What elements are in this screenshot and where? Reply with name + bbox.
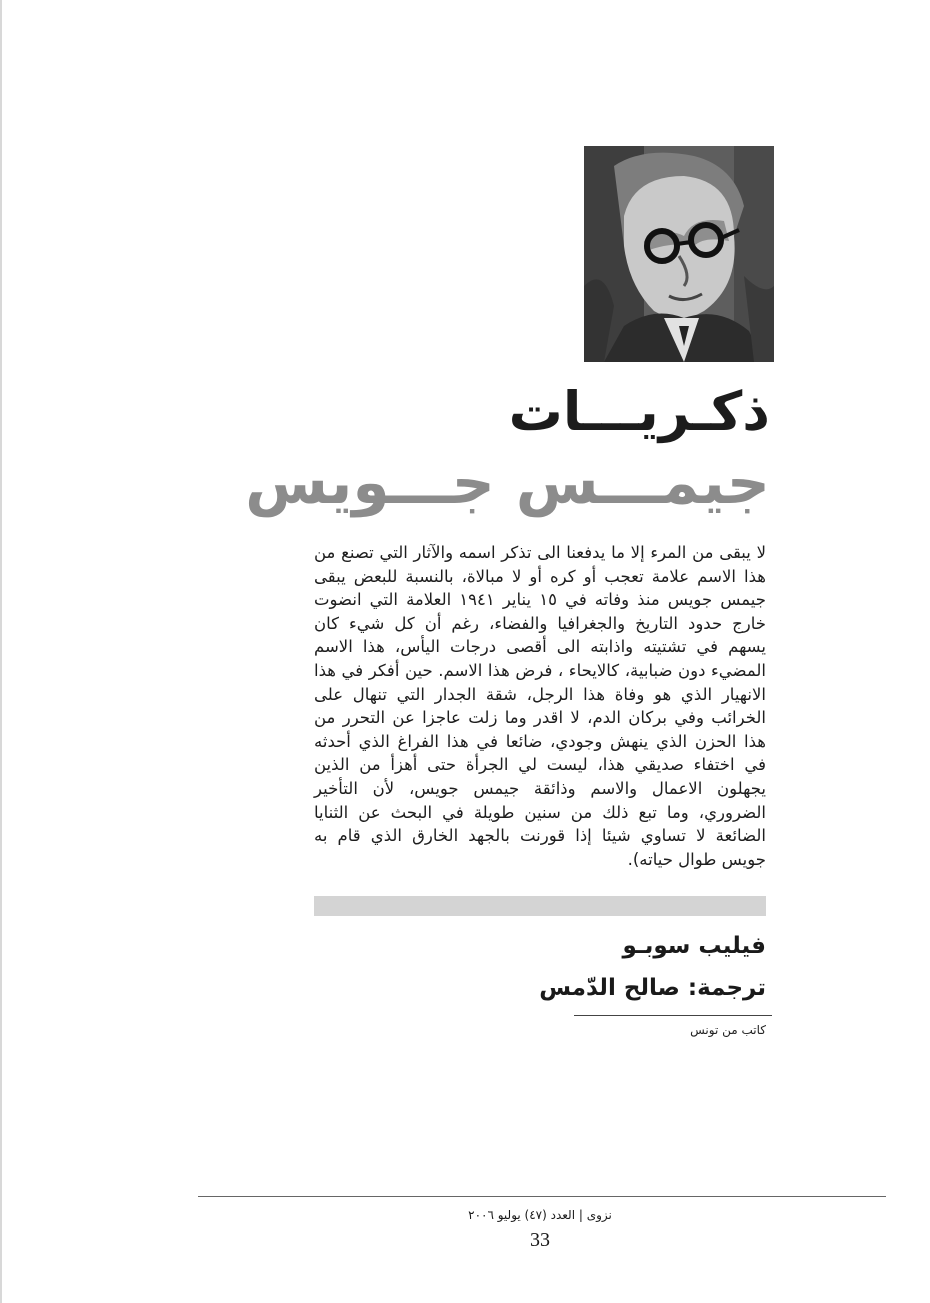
author-name: فيليب سوبـو <box>622 933 766 959</box>
page-edge <box>0 0 2 1303</box>
author-portrait-image <box>584 146 774 362</box>
article-body-text: لا يبقى من المرء إلا ما يدفعنا الى تذكر اسمه والآثار التي تصنع من هذا الاسم علامة تعجب أو كره أو لا مبالاة، بالنسبة للبعض يبقى جيمس جويس منذ وفاته في ١٥ يناير ١٩٤١ العلامة التي انضوت خارج حدود التاريخ والجغرافيا والفضاء، رغم أن كل شيء كان يسهم في تشتيته واذابته الى أقصى درجات اليأس، هذا الاسم المضيء دون ضبابية، كالايحاء ، فرض هذا الاسم. حين أفكر في هذا الانهيار الذي هو وفاة هذا الرجل، شقة الجدار التي تنهال على الخرائب وفي بركان الدم، لا اقدر وما زلت عاجزا عن التحرر من هذا الحزن الذي ينهش وجودي، ضائعا في هذا الفراغ الذي أحدثه في اختفاء صديقي هذا، ليست لي الجرأة حتى أهزأ من الذين يجهلون الاعمال والاسم وذائقة جيمس جويس، لأن التأخير الضروري، وما تبع ذلك من سنين طويلة في البحث عن الثنايا الضائعة لا تساوي شيئا إذا قورنت بالجهد الخارق الذي قام به جويس طوال حياته). <box>314 543 766 869</box>
translator-credit: ترجمة: صالح الدّمس <box>539 975 766 1001</box>
author-origin-note: كاتب من تونس <box>690 1023 766 1037</box>
article-title-memories: ذكـريـــات <box>508 380 770 443</box>
decorative-gray-band <box>314 896 766 916</box>
author-divider <box>574 1015 772 1016</box>
page-number: 33 <box>530 1229 550 1251</box>
article-title-james-joyce: جيمـــس جـــويس <box>245 448 770 518</box>
footer-issue-info: نزوى | العدد (٤٧) يوليو ٢٠٠٦ <box>468 1208 612 1222</box>
footer-divider <box>198 1196 886 1197</box>
